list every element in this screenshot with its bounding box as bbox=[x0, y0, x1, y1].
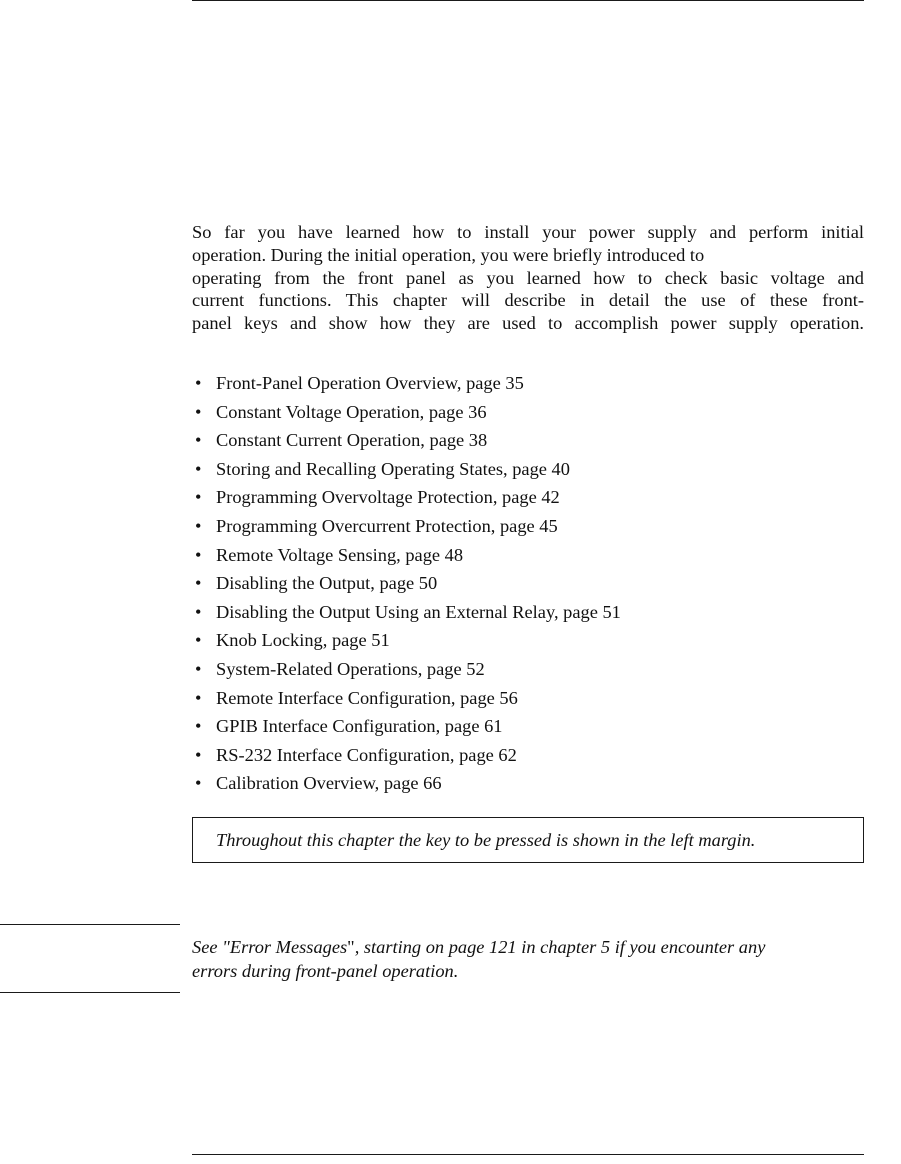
note-reference-close: " bbox=[347, 937, 355, 957]
bullet-icon: • bbox=[195, 430, 202, 451]
bullet-icon: • bbox=[195, 687, 202, 708]
intro-line: current functions. This chapter will describe in detail the use of these front- bbox=[192, 290, 864, 311]
intro-line: operation. During the initial operation, you were briefly introduced to bbox=[192, 244, 705, 265]
bullet-icon: • bbox=[195, 601, 202, 622]
topic-list bbox=[192, 369, 864, 798]
list-item bbox=[192, 626, 864, 655]
list-item-text: Disabling the Output, page 50 bbox=[216, 573, 438, 594]
list-item bbox=[192, 655, 864, 684]
note-text: , starting on page 121 in chapter 5 if you encounter any bbox=[354, 937, 766, 957]
note-line bbox=[192, 935, 864, 959]
bullet-icon: • bbox=[195, 716, 202, 737]
list-item-text: Front-Panel Operation Overview, page 35 bbox=[216, 373, 524, 393]
note-prefix: See " bbox=[192, 937, 230, 957]
list-item-text: Constant Voltage Operation, page 36 bbox=[216, 401, 487, 422]
list-item-text: RS-232 Interface Configuration, page 62 bbox=[216, 744, 517, 765]
list-item-text: System-Related Operations, page 52 bbox=[216, 658, 485, 679]
list-item bbox=[192, 455, 864, 484]
list-item-text: Remote Interface Configuration, page 56 bbox=[216, 687, 518, 708]
list-item bbox=[192, 398, 864, 427]
list-item bbox=[192, 684, 864, 713]
bullet-icon: • bbox=[195, 658, 202, 679]
list-item-text: Constant Current Operation, page 38 bbox=[216, 430, 488, 451]
bullet-icon: • bbox=[195, 573, 202, 594]
bullet-icon: • bbox=[195, 373, 202, 393]
list-item bbox=[192, 369, 864, 398]
bullet-icon: • bbox=[195, 515, 202, 536]
bullet-icon: • bbox=[195, 744, 202, 765]
intro-line: So far you have learned how to install your power supply and perform initial bbox=[192, 222, 864, 242]
list-item bbox=[192, 541, 864, 570]
list-item-text: Programming Overvoltage Protection, page 42 bbox=[216, 487, 560, 508]
note bbox=[192, 935, 864, 983]
list-item bbox=[192, 741, 864, 770]
list-item-text: GPIB Interface Configuration, page 61 bbox=[216, 716, 503, 737]
list-item-text: Remote Voltage Sensing, page 48 bbox=[216, 544, 464, 565]
list-item bbox=[192, 426, 864, 455]
bottom-rule bbox=[192, 1154, 864, 1155]
list-item bbox=[192, 598, 864, 627]
top-rule bbox=[192, 0, 864, 1]
bullet-icon: • bbox=[195, 401, 202, 422]
intro-line: operating from the front panel as you learned how to check basic voltage and bbox=[192, 267, 864, 288]
bullet-icon: • bbox=[195, 487, 202, 508]
bullet-icon: • bbox=[195, 630, 202, 651]
list-item bbox=[192, 569, 864, 598]
list-item-text: Disabling the Output Using an External Relay, page 51 bbox=[216, 601, 621, 622]
intro-line: panel keys and show how they are used to accomplish power supply operation. bbox=[192, 313, 864, 334]
tip-box bbox=[192, 817, 864, 863]
list-item-text: Knob Locking, page 51 bbox=[216, 630, 390, 651]
list-item-text: Storing and Recalling Operating States, page 40 bbox=[216, 458, 570, 479]
list-item bbox=[192, 483, 864, 512]
list-item-text: Calibration Overview, page 66 bbox=[216, 773, 442, 794]
tip-text: Throughout this chapter the key to be pressed is shown in the left margin. bbox=[216, 830, 756, 850]
note-line: errors during front-panel operation. bbox=[192, 961, 459, 981]
bullet-icon: • bbox=[195, 458, 202, 479]
note-reference: Error Messages bbox=[229, 937, 348, 957]
note-rule-bottom bbox=[0, 992, 180, 993]
bullet-icon: • bbox=[195, 544, 202, 565]
note-rule-top bbox=[0, 924, 180, 925]
list-item bbox=[192, 712, 864, 741]
list-item bbox=[192, 769, 864, 798]
intro-paragraph bbox=[192, 221, 864, 335]
list-item bbox=[192, 512, 864, 541]
list-item-text: Programming Overcurrent Protection, page 45 bbox=[216, 515, 558, 536]
bullet-icon: • bbox=[195, 773, 202, 794]
